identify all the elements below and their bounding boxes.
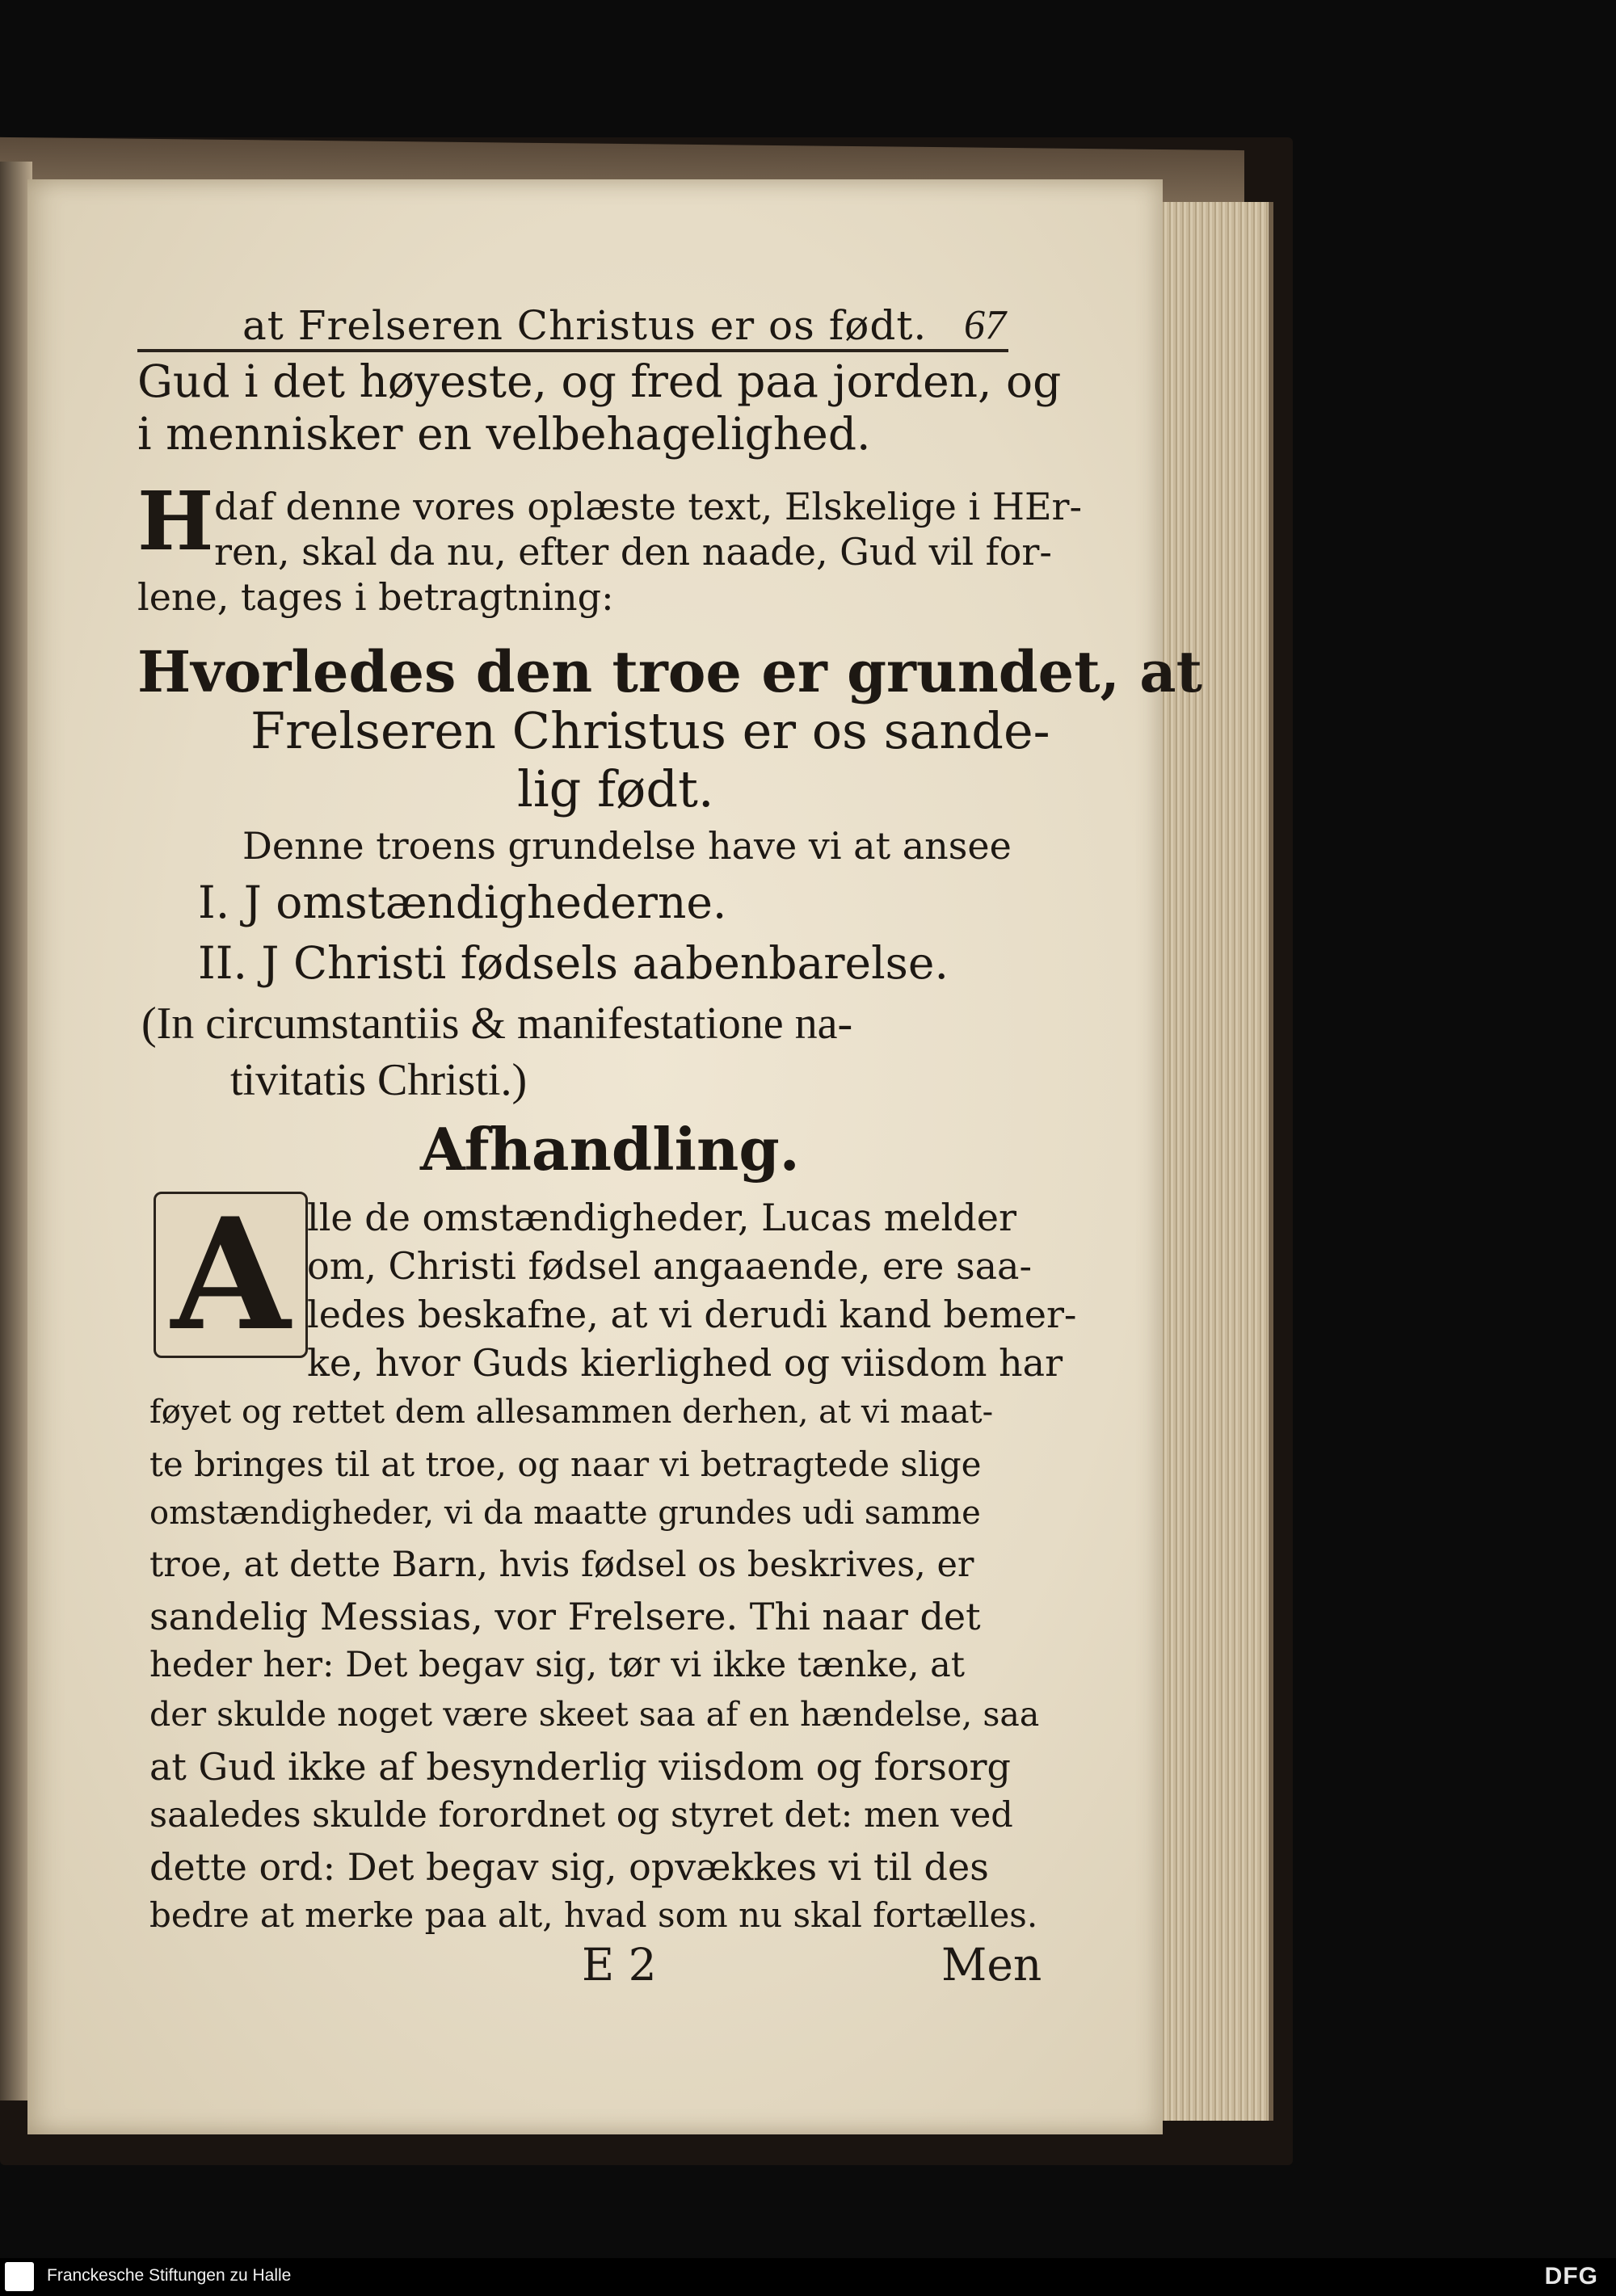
latin-line: tivitatis Christi.) — [230, 1055, 528, 1105]
initial-letter-a: A — [154, 1192, 308, 1358]
text-line: ledes beskafne, at vi derudi kand bemer- — [307, 1293, 1077, 1336]
text-line: føyet og rettet dem allesammen derhen, at vi maat- — [149, 1394, 994, 1431]
text-line: Denne troens grundelse have vi at ansee — [242, 824, 1012, 868]
initial-letter-h: H — [137, 473, 214, 569]
signature-mark: E 2 — [582, 1939, 657, 1991]
text-line: i mennisker en velbehagelighed. — [137, 408, 871, 460]
text-line: daf denne vores oplæste text, Elskelige i HEr- — [214, 485, 1083, 528]
section-title: lig født. — [517, 759, 714, 818]
running-head-title: at Frelseren Christus er os født. — [242, 302, 928, 349]
header-rule — [137, 349, 1008, 352]
text-line: ke, hvor Guds kierlighed og viisdom har — [307, 1341, 1063, 1385]
text-line: lle de omstændigheder, Lucas melder — [307, 1196, 1016, 1239]
text-line: der skulde noget være skeet saa af en hændelse, saa — [149, 1695, 1040, 1734]
institution-logo-icon[interactable] — [5, 2262, 34, 2291]
page-number: 67 — [964, 302, 1006, 348]
viewer-footer — [0, 2258, 1616, 2296]
running-head — [242, 292, 1006, 349]
outline-item: II. J Christi fødsels aabenbarelse. — [198, 937, 949, 989]
text-line: ren, skal da nu, efter den naade, Gud vil for- — [214, 530, 1052, 574]
text-line: om, Christi fødsel angaaende, ere saa- — [307, 1244, 1032, 1288]
institution-name: Franckesche Stiftungen zu Halle — [47, 2266, 292, 2285]
text-line: at Gud ikke af besynderlig viisdom og forsorg — [149, 1745, 1011, 1789]
latin-line: (In circumstantiis & manifestatione na- — [141, 999, 853, 1049]
text-line: saaledes skulde forordnet og styret det: men ved — [149, 1795, 1013, 1836]
catchword: Men — [941, 1939, 1042, 1991]
text-line: Gud i det høyeste, og fred paa jorden, og — [137, 355, 1062, 407]
chapter-heading: Afhandling. — [420, 1115, 800, 1184]
section-title: Hvorledes den troe er grundet, at — [137, 638, 1202, 705]
text-line: lene, tages i betragtning: — [137, 575, 614, 619]
text-line: troe, at dette Barn, hvis fødsel os beskrives, er — [149, 1545, 974, 1585]
text-line: sandelig Messias, vor Frelsere. Thi naar det — [149, 1595, 981, 1638]
text-line: dette ord: Det begav sig, opvækkes vi til des — [149, 1845, 989, 1889]
text-line: omstændigheder, vi da maatte grundes udi samme — [149, 1495, 981, 1532]
outline-item: I. J omstændighederne. — [198, 877, 727, 928]
text-line: te bringes til at troe, og naar vi betragtede slige — [149, 1444, 982, 1484]
section-title: Frelseren Christus er os sande- — [250, 701, 1050, 760]
text-line: bedre at merke paa alt, hvad som nu skal fortælles. — [149, 1895, 1038, 1935]
dfg-logo: DFG — [1544, 2263, 1598, 2290]
text-line: heder her: Det begav sig, tør vi ikke tænke, at — [149, 1645, 966, 1685]
page-fore-edge — [1147, 202, 1273, 2121]
